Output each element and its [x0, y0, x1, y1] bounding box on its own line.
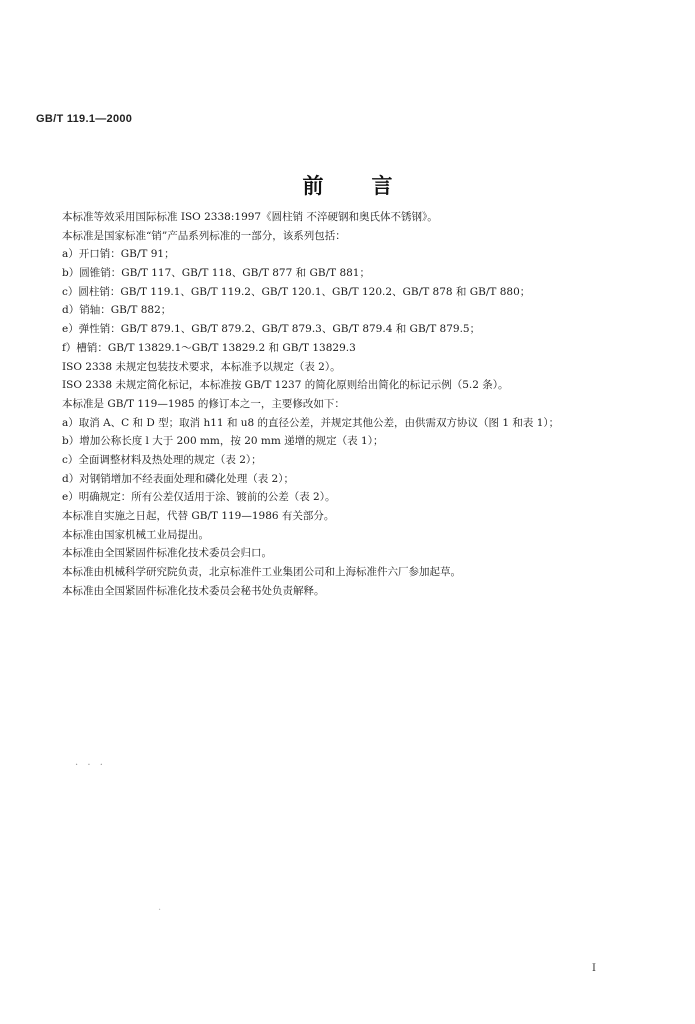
scan-speckle: · · · — [75, 760, 106, 771]
text-line: b）圆锥销：GB/T 117、GB/T 118、GB/T 877 和 GB/T 881； — [62, 267, 370, 280]
text-line: 本标准是 GB/T 119—1985 的修订本之一，主要修改如下： — [62, 397, 345, 410]
text-line: ISO 2338 未规定包装技术要求，本标准予以规定（表 2）。 — [62, 360, 341, 373]
text-line: 本标准由全国紧固件标准化技术委员会秘书处负责解释。 — [62, 584, 325, 597]
page-number: I — [592, 963, 596, 974]
text-line: 本标准等效采用国际标准 ISO 2338:1997《圆柱销 不淬硬钢和奥氏体不锈钢》。 — [62, 211, 438, 223]
text-line: 本标准自实施之日起，代替 GB/T 119—1986 有关部分。 — [62, 510, 335, 522]
text-line: c）圆柱销：GB/T 119.1、GB/T 119.2、GB/T 120.1、GB/T 120.2、GB/T 878 和 GB/T 880； — [62, 285, 531, 298]
scan-mark: · — [158, 905, 162, 916]
text-line: e）明确规定：所有公差仅适用于涂、镀前的公差（表 2）。 — [62, 491, 336, 504]
text-line: ISO 2338 未规定简化标记，本标准按 GB/T 1237 的简化原则给出简化的标记示例（5.2 条）。 — [62, 379, 509, 392]
text-line: 本标准由国家机械工业局提出。 — [62, 528, 209, 541]
text-line: a）开口销：GB/T 91； — [62, 248, 175, 261]
text-line: e）弹性销：GB/T 879.1、GB/T 879.2、GB/T 879.3、GB/T 879.4 和 GB/T 879.5； — [62, 323, 481, 336]
text-line: d）销轴：GB/T 882； — [62, 304, 172, 317]
page-title: 前言 — [302, 173, 441, 198]
text-line: c）全面调整材料及热处理的规定（表 2）； — [62, 453, 262, 466]
text-line: f）槽销：GB/T 13829.1～GB/T 13829.2 和 GB/T 13829.3 — [62, 341, 356, 354]
text-line: b）增加公称长度 l 大于 200 mm，按 20 mm 递增的规定（表 1）； — [62, 435, 384, 448]
text-line: 本标准由全国紧固件标准化技术委员会归口。 — [62, 547, 272, 560]
standard-code: GB/T 119.1—2000 — [36, 113, 133, 125]
text-line: d）对钢销增加不经表面处理和磷化处理（表 2）； — [62, 472, 294, 485]
text-line: a）取消 A、C 和 D 型；取消 h11 和 u8 的直径公差，并规定其他公差，由供需双方协议（图 1 和表 1）； — [62, 416, 560, 429]
text-line: 本标准是国家标准“销”产品系列标准的一部分，该系列包括： — [62, 229, 346, 242]
foreword-body — [62, 208, 662, 600]
text-line: 本标准由机械科学研究院负责，北京标准件工业集团公司和上海标准件六厂参加起草。 — [62, 566, 461, 579]
